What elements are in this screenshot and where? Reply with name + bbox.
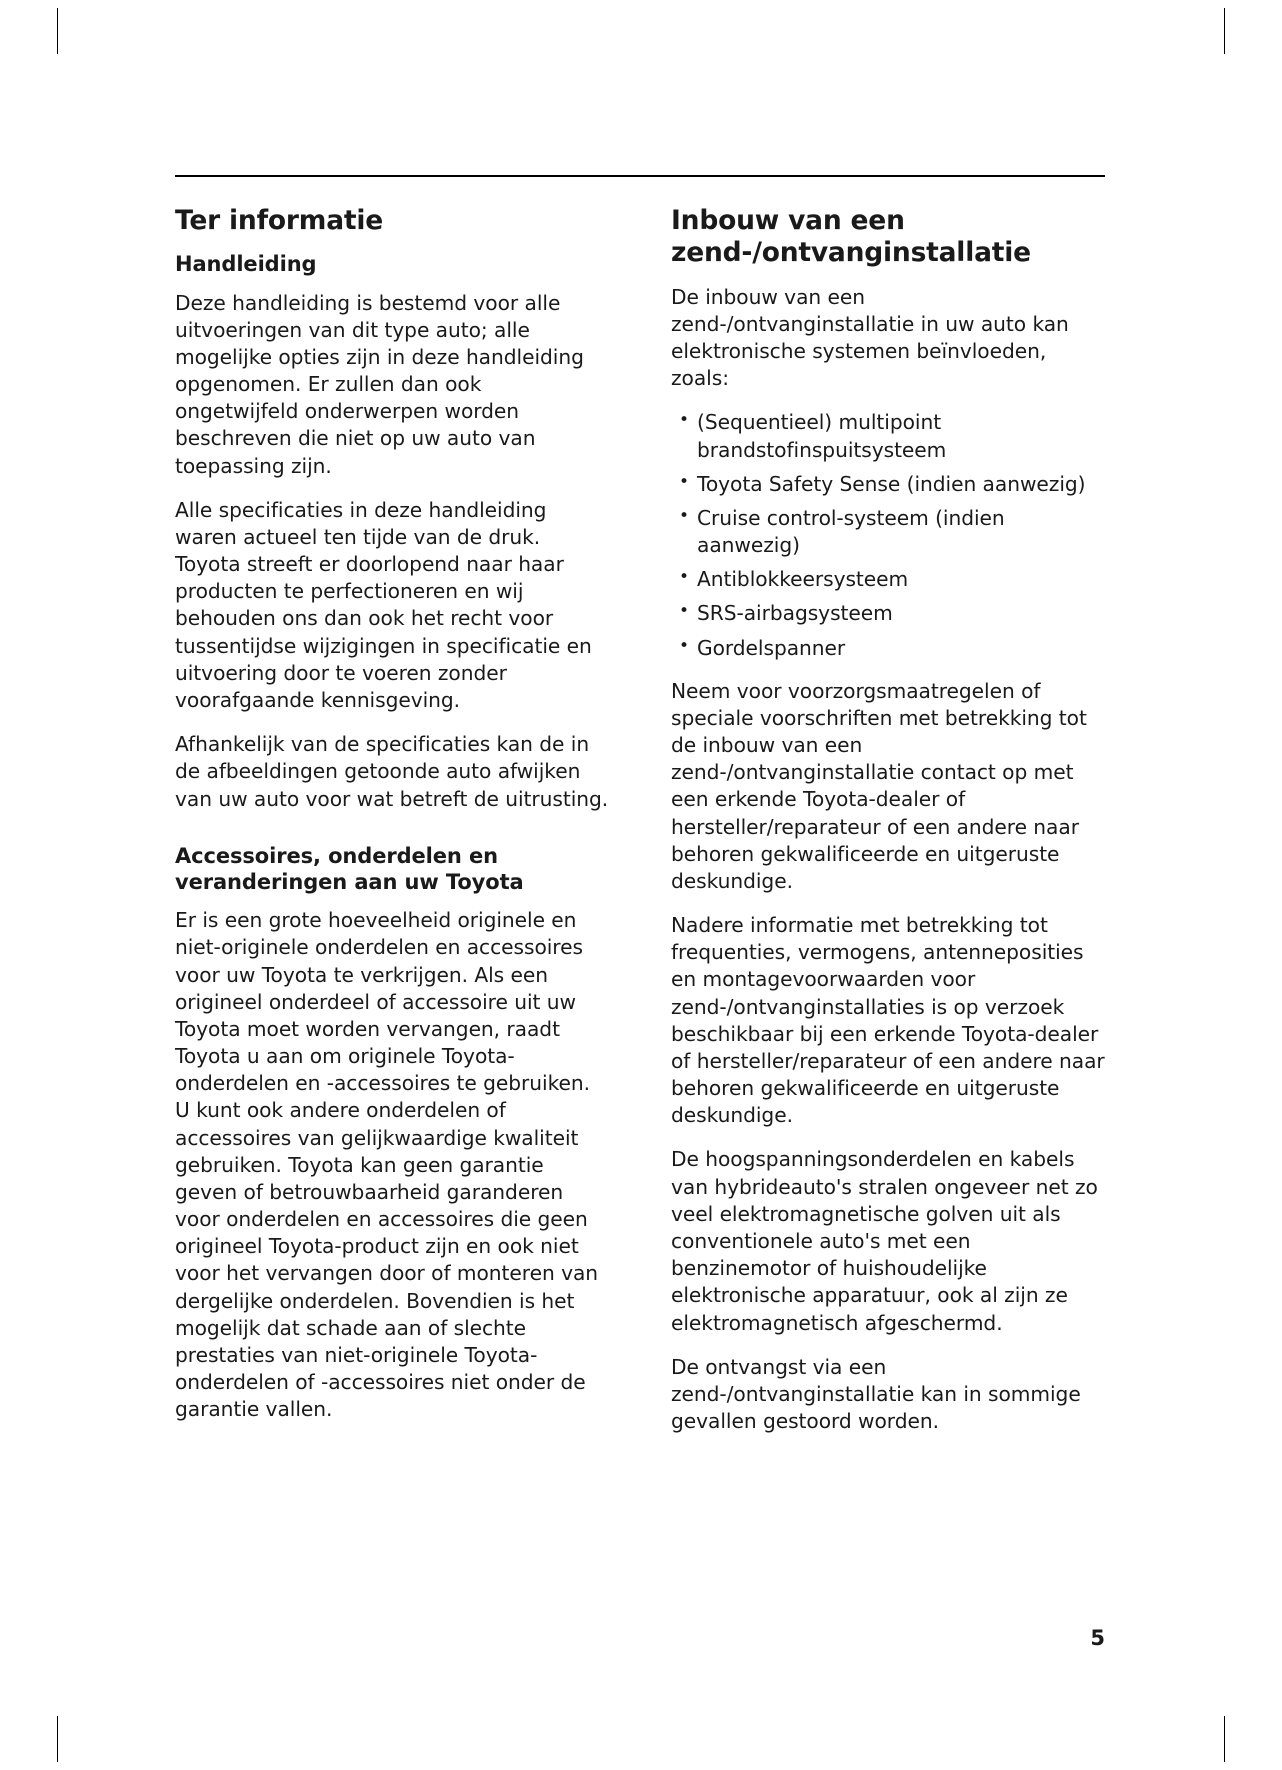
- list-item: • (Sequentieel) multipoint brandstofinspuitsysteem: [671, 409, 1105, 463]
- two-column-layout: [175, 205, 1105, 1452]
- page-content: [175, 175, 1105, 1452]
- paragraph-handleiding-3: Afhankelijk van de specificaties kan de in de afbeeldingen getoonde auto afwijken van uw auto voor wat betreft de uitrusting.: [175, 732, 609, 811]
- list-item: • Antiblokkeersysteem: [671, 566, 1105, 593]
- crop-mark-bottom-left: [57, 1716, 58, 1762]
- section-heading-inbouw: Inbouw van een zend-/ontvanginstallatie: [671, 205, 1031, 269]
- list-item: • SRS-airbagsysteem: [671, 600, 1105, 627]
- footer: [175, 1620, 1105, 1650]
- crop-mark-bottom-right: [1224, 1716, 1225, 1762]
- paragraph-handleiding-2: Alle specificaties in deze handleiding waren actueel ten tijde van de druk. Toyota streeft er doorlopend naar haar producten te perfectioneren en wij behouden ons dan ook het recht voor tussentijdse wijzigingen in specificatie en uitvoering door te voeren zonder voorafgaande kennisgeving.: [175, 497, 592, 712]
- systems-list: [671, 409, 1105, 661]
- page-title: Ter informatie: [175, 205, 383, 236]
- crop-mark-top-right: [1224, 8, 1225, 54]
- page-number: 5: [1090, 1626, 1105, 1650]
- paragraph-inbouw-5: De ontvangst via een zend-/ontvanginstallatie kan in sommige gevallen gestoord worden.: [671, 1354, 1081, 1434]
- paragraph-inbouw-1: De inbouw van een zend-/ontvanginstallatie in uw auto kan elektronische systemen beïnvloeden, zoals:: [671, 284, 1069, 391]
- crop-mark-top-left: [57, 8, 58, 54]
- left-column: [175, 205, 609, 1452]
- section-heading-accessoires: Accessoires, onderdelen en veranderingen aan uw Toyota: [175, 843, 524, 894]
- right-column: [671, 205, 1105, 1452]
- section-heading-handleiding: Handleiding: [175, 252, 317, 277]
- paragraph-inbouw-4: De hoogspanningsonderdelen en kabels van hybrideauto's stralen ongeveer net zo veel elektromagnetische golven uit als conventionele auto's met een benzinemotor of huishoudelijke elektronische apparatuur, ook al zijn ze elektromagnetisch afgeschermd.: [671, 1147, 1098, 1335]
- list-item: • Toyota Safety Sense (indien aanwezig): [671, 471, 1105, 498]
- paragraph-accessoires-1: Er is een grote hoeveelheid originele en niet-originele onderdelen en accessoires voor uw Toyota te verkrijgen. Als een origineel onderdeel of accessoire uit uw Toyota moet worden vervangen, raadt Toyota u aan om originele Toyota-onderdelen en -accessoires te gebruiken. U kunt ook andere onderdelen of accessoires van gelijkwaardige kwaliteit gebruiken. Toyota kan geen garantie geven of betrouwbaarheid garanderen voor onderdelen en accessoires die geen origineel Toyota-product zijn en ook niet voor het vervangen door of monteren van dergelijke onderdelen. Bovendien is het mogelijk dat schade aan of slechte prestaties van niet-originele Toyota-onderdelen of -accessoires niet onder de garantie vallen.: [175, 908, 599, 1422]
- paragraph-handleiding-1: Deze handleiding is bestemd voor alle uitvoeringen van dit type auto; alle mogelijke opties zijn in deze handleiding opgenomen. Er zullen dan ook ongetwijfeld onderwerpen worden beschreven die niet op uw auto van toepassing zijn.: [175, 290, 584, 478]
- header-rule: [175, 175, 1105, 177]
- list-item: • Gordelspanner: [671, 635, 1105, 662]
- paragraph-inbouw-2: Neem voor voorzorgsmaatregelen of speciale voorschriften met betrekking tot de inbouw van een zend-/ontvanginstallatie contact op met een erkende Toyota-dealer of hersteller/reparateur of een andere naar behoren gekwalificeerde en uitgeruste deskundige.: [671, 678, 1087, 893]
- paragraph-inbouw-3: Nadere informatie met betrekking tot frequenties, vermogens, antenneposities en montagevoorwaarden voor zend-/ontvanginstallaties is op verzoek beschikbaar bij een erkende Toyota-dealer of hersteller/reparateur of een andere naar behoren gekwalificeerde en uitgeruste deskundige.: [671, 913, 1105, 1128]
- list-item: • Cruise control-systeem (indien aanwezig): [671, 505, 1105, 559]
